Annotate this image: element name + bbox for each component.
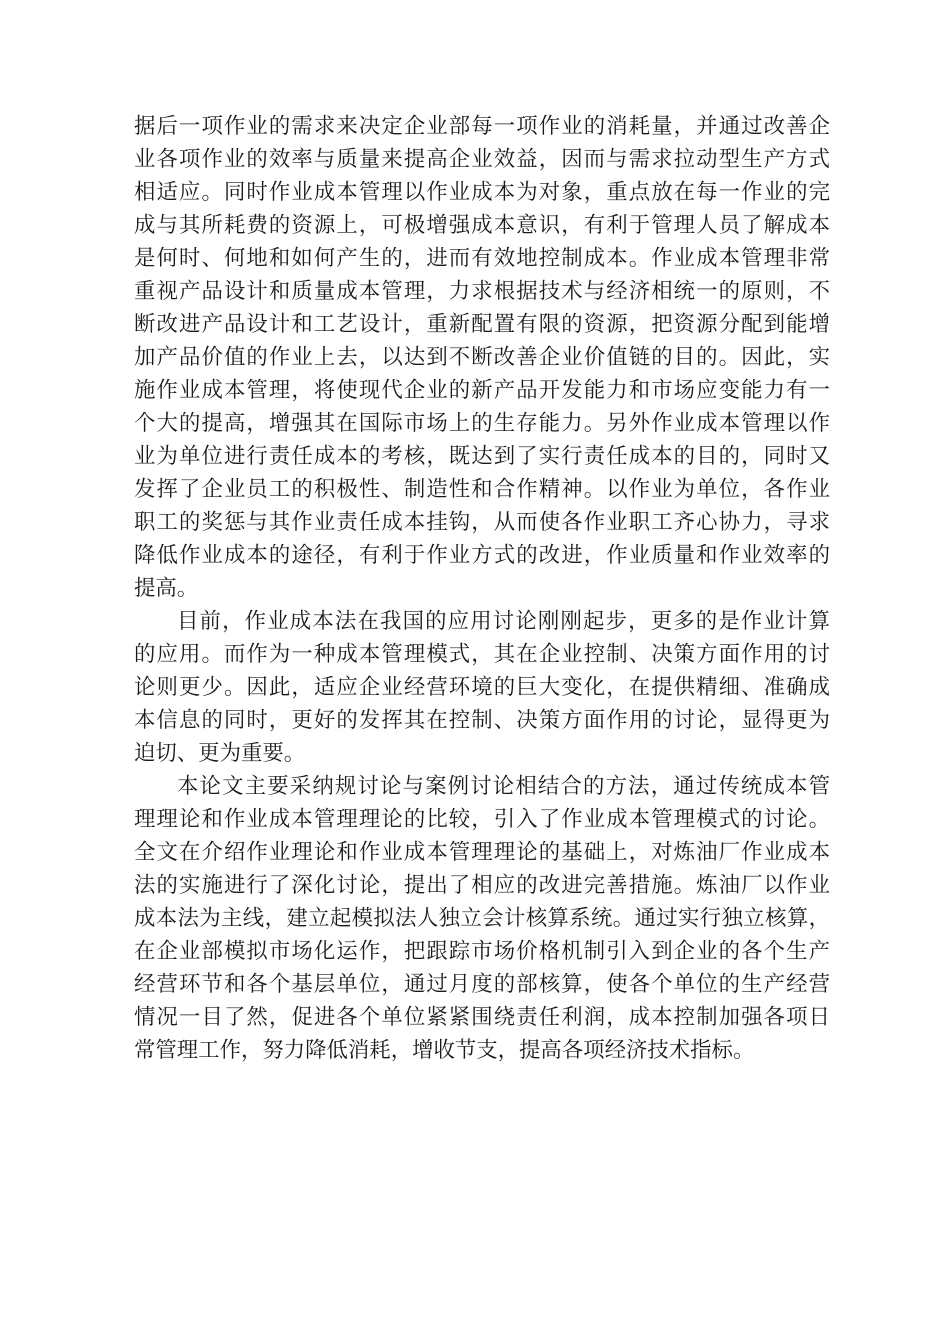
text-line: 常管理工作，努力降低消耗，增收节支，提高各项经济技术指标。	[134, 1038, 755, 1063]
text-line: 的应用。而作为一种成本管理模式，其在企业控制、决策方面作用的讨	[134, 642, 830, 667]
text-line: 业为单位进行责任成本的考核，既达到了实行责任成本的目的，同时又	[134, 444, 830, 469]
text-line: 全文在介绍作业理论和作业成本管理理论的基础上，对炼油厂作业成本	[134, 840, 830, 865]
paragraph-3	[134, 770, 830, 1067]
text-line: 职工的奖惩与其作业责任成本挂钩，从而使各作业职工齐心协力，寻求	[134, 510, 830, 535]
paragraph-1	[134, 110, 830, 605]
text-line: 成本法为主线，建立起模拟法人独立会计核算系统。通过实行独立核算，	[134, 906, 830, 931]
text-line: 情况一目了然，促进各个单位紧紧围绕责任利润，成本控制加强各项日	[134, 1005, 830, 1030]
text-line: 在企业部模拟市场化运作，把跟踪市场价格机制引入到企业的各个生产	[134, 939, 830, 964]
text-line: 个大的提高，增强其在国际市场上的生存能力。另外作业成本管理以作	[134, 411, 830, 436]
text-line: 是何时、何地和如何产生的，进而有效地控制成本。作业成本管理非常	[134, 246, 830, 271]
text-line: 断改进产品设计和工艺设计，重新配置有限的资源，把资源分配到能增	[134, 312, 830, 337]
text-line: 目前，作业成本法在我国的应用讨论刚刚起步，更多的是作业计算	[177, 609, 830, 634]
text-line: 施作业成本管理，将使现代企业的新产品开发能力和市场应变能力有一	[134, 378, 830, 403]
text-line: 相适应。同时作业成本管理以作业成本为对象，重点放在每一作业的完	[134, 180, 830, 205]
text-line: 本信息的同时，更好的发挥其在控制、决策方面作用的讨论，显得更为	[134, 708, 830, 733]
text-line: 本论文主要采纳规讨论与案例讨论相结合的方法，通过传统成本管	[177, 774, 830, 799]
text-line: 迫切、更为重要。	[134, 741, 306, 766]
paragraph-2	[134, 605, 830, 770]
text-line: 经营环节和各个基层单位，通过月度的部核算，使各个单位的生产经营	[134, 972, 830, 997]
text-line: 降低作业成本的途径，有利于作业方式的改进，作业质量和作业效率的	[134, 543, 830, 568]
text-line: 成与其所耗费的资源上，可极增强成本意识，有利于管理人员了解成本	[134, 213, 830, 238]
text-line: 加产品价值的作业上去，以达到不断改善企业价值链的目的。因此，实	[134, 345, 830, 370]
text-line: 论则更少。因此，适应企业经营环境的巨大变化，在提供精细、准确成	[134, 675, 830, 700]
text-line: 发挥了企业员工的积极性、制造性和合作精神。以作业为单位，各作业	[134, 477, 830, 502]
text-line: 重视产品设计和质量成本管理，力求根据技术与经济相统一的原则，不	[134, 279, 830, 304]
text-line: 业各项作业的效率与质量来提高企业效益，因而与需求拉动型生产方式	[134, 147, 830, 172]
body-text	[134, 110, 830, 1067]
text-line: 理理论和作业成本管理理论的比较，引入了作业成本管理模式的讨论。	[134, 807, 830, 832]
text-line: 法的实施进行了深化讨论，提出了相应的改进完善措施。炼油厂以作业	[134, 873, 830, 898]
text-line: 据后一项作业的需求来决定企业部每一项作业的消耗量，并通过改善企	[134, 114, 830, 139]
text-line: 提高。	[134, 576, 199, 601]
